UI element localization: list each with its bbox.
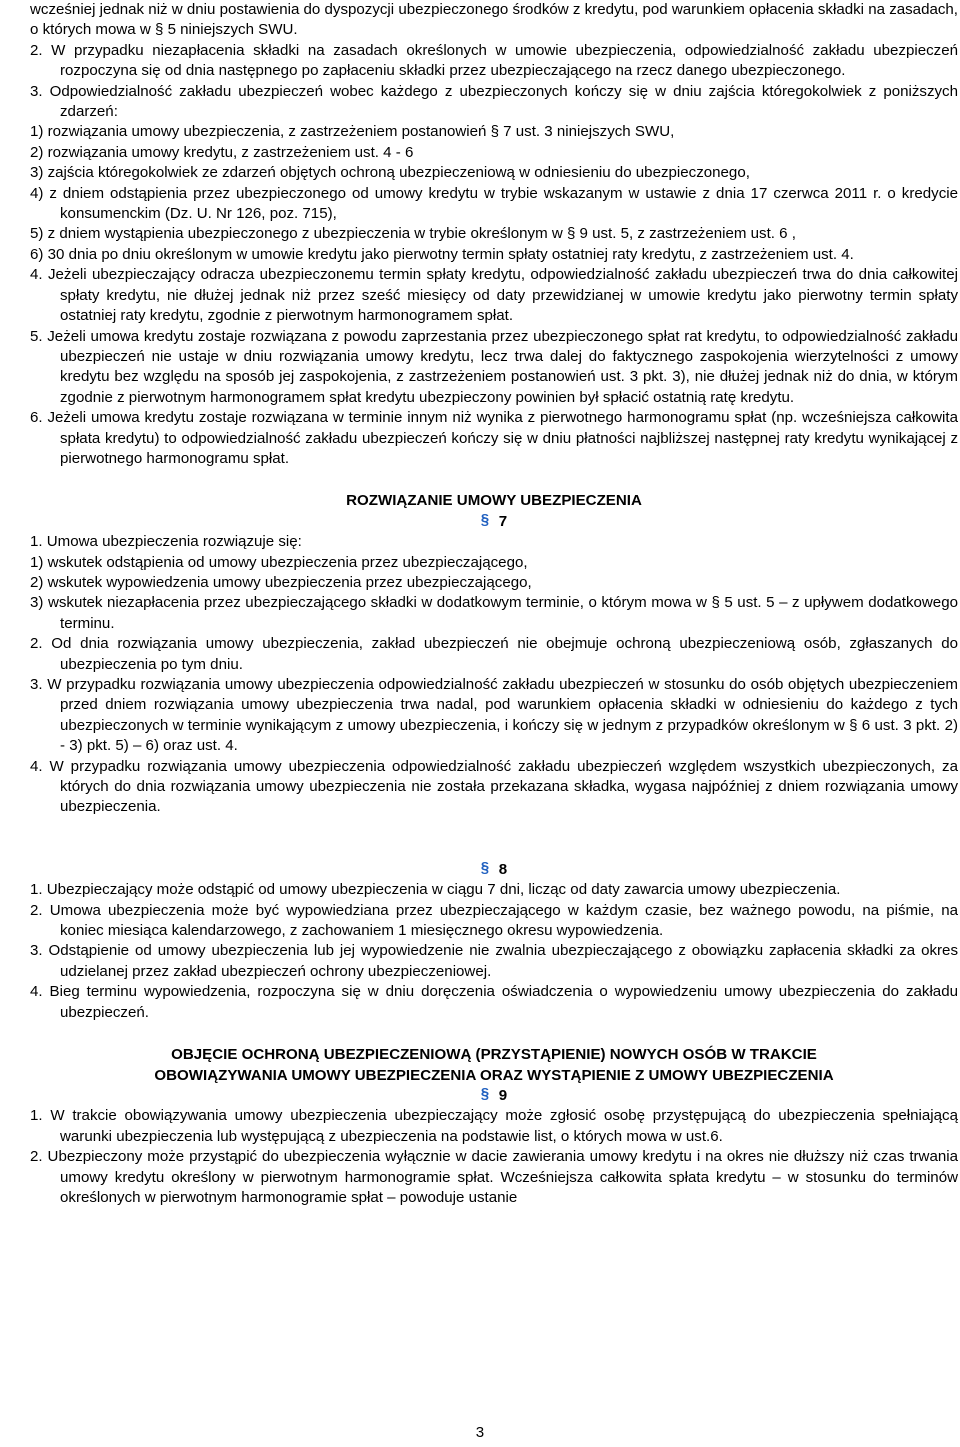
paragraph-2: 2. W przypadku niezapłacenia składki na zasadach określonych w umowie ubezpieczenia, odpowiedzialność zakładu ubezpieczeń rozpoczyna się od dnia następnego po zapłaceniu składki przez ubezpieczającego na rzecz danego ubezpieczonego. [30, 41, 958, 80]
section-7-paragraph-2: 2. Od dnia rozwiązania umowy ubezpieczenia, zakład ubezpieczeń nie obejmuje ochroną ubezpieczeniową osób, zgłaszanych do ubezpieczenia po tym dniu. [30, 635, 958, 673]
section-9-heading-line-1: OBJĘCIE OCHRONĄ UBEZPIECZENIOWĄ (PRZYSTĄPIENIE) NOWYCH OSÓB W TRAKCIE [171, 1046, 817, 1064]
list-item: 1) wskutek odstąpienia od umowy ubezpieczenia przez ubezpieczającego, [30, 553, 528, 571]
page-number: 3 [475, 1424, 485, 1441]
section-sign-icon [481, 861, 493, 876]
section-7-number: §7 [30, 512, 958, 532]
section-8-paragraph-3: 3. Odstąpienie od umowy ubezpieczenia lub jej wypowiedzenie nie zwalnia ubezpieczającego z obowiązku zapłacenia składki za okres udzielanej przez zakład ubezpieczeń ochrony ubezpieczeniowej. [30, 942, 958, 980]
section-7-paragraph-4: 4. W przypadku rozwiązania umowy ubezpieczenia odpowiedzialność zakładu ubezpieczeń względem wszystkich ubezpieczonych, za których do dnia rozwiązania umowy ubezpieczenia nie została przekazana składka, wygasa najpóźniej z dniem rozwiązania umowy ubezpieczenia. [30, 757, 958, 816]
list-item: 5) z dniem wystąpienia ubezpieczonego z ubezpieczenia w trybie określonym w § 9 ust. 5, z zastrzeżeniem ust. 6 , [30, 225, 796, 243]
paragraph-6: 6. Jeżeli umowa kredytu zostaje rozwiązana w terminie innym niż wynika z pierwotnego harmonogramu spłat (np. wcześniejsza całkowita spłata kredytu) to odpowiedzialność zakładu ubezpieczeń kończy się w dniu płatności najbliższej następnej raty kredytu wynikającej z pierwotnego harmonogramu spłat. [30, 409, 958, 467]
section-8-paragraph-4: 4. Bieg terminu wypowiedzenia, rozpoczyna się w dniu doręczenia oświadczenia o wypowiedzeniu umowy ubezpieczenia do zakładu ubezpieczeń. [30, 983, 958, 1021]
section-7-list [30, 553, 958, 635]
section-8-number: §8 [30, 860, 958, 880]
section-8-paragraph-1: 1. Ubezpieczający może odstąpić od umowy ubezpieczenia w ciągu 7 dni, licząc od daty zawarcia umowy ubezpieczenia. [30, 881, 841, 899]
list-item: 3) wskutek niezapłacenia przez ubezpieczającego składki w dodatkowym terminie, o którym mowa w § 5 ust. 5 – z upływem dodatkowego terminu. [30, 594, 958, 632]
spacer [30, 469, 958, 491]
paragraph-3: 3. Odpowiedzialność zakładu ubezpieczeń wobec każdego z ubezpieczonych kończy się w dniu zajścia któregokolwiek z poniższych zdarzeń: [30, 82, 958, 121]
section-7-paragraph-1: 1. Umowa ubezpieczenia rozwiązuje się: [30, 533, 302, 551]
list-item: 3) zajścia któregokolwiek ze zdarzeń objętych ochroną ubezpieczeniową w odniesieniu do ubezpieczonego, [30, 164, 750, 182]
section-9-paragraph-2: 2. Ubezpieczony może przystąpić do ubezpieczenia wyłącznie w dacie zawierania umowy kredytu i na okres nie dłuższy niż czas trwania umowy kredytu określony w pierwotnym harmonogramie spłat. Wcześniejsza całkowita spłata kredytu – w stosunku do terminów określonych w pierwotnym harmonogramie spłat – powoduje ustanie [30, 1148, 958, 1206]
paragraph-4: 4. Jeżeli ubezpieczający odracza ubezpieczonemu termin spłaty kredytu, odpowiedzialność zakładu ubezpieczeń trwa do dnia całkowitej spłaty kredytu, nie dłużej jednak niż przez sześć miesięcy od daty przewidzianej w umowie kredytu jako pierwotny termin spłaty ostatniej raty kredytu, zgodnie z pierwotnym harmonogramem spłat. [30, 266, 958, 325]
section-9-number: §9 [30, 1086, 958, 1106]
section-9-paragraph-1: 1. W trakcie obowiązywania umowy ubezpieczenia ubezpieczający może zgłosić osobę przystępującą do ubezpieczenia spełniającą warunki ubezpieczenia lub występującą z ubezpieczenia na podstawie list, o których mowa w ust.6. [30, 1107, 958, 1145]
list-item: 6) 30 dnia po dniu określonym w umowie kredytu jako pierwotny termin spłaty ostatniej raty kredytu, z zastrzeżeniem ust. 4. [30, 245, 854, 263]
section-9-heading-line-2: OBOWIĄZYWANIA UMOWY UBEZPIECZENIA ORAZ WYSTĄPIENIE Z UMOWY UBEZPIECZENIA [154, 1066, 834, 1084]
list-item: 2) wskutek wypowiedzenia umowy ubezpieczenia przez ubezpieczającego, [30, 573, 532, 591]
spacer [30, 818, 958, 840]
continuation-paragraph: wcześniej jednak niż w dniu postawienia do dyspozycji ubezpieczonego środków z kredytu, pod warunkiem opłacenia składki na zasadach, o których mowa w § 5 niniejszych SWU. [30, 1, 958, 39]
section-8-paragraph-2: 2. Umowa ubezpieczenia może być wypowiedziana przez ubezpieczającego w każdym czasie, bez ważnego powodu, na piśmie, na koniec miesiąca kalendarzowego, z zachowaniem 1 miesięcznego okresu wypowiedzenia. [30, 901, 958, 940]
paragraph-3-list [30, 122, 958, 265]
list-item: 2) rozwiązania umowy kredytu, z zastrzeżeniem ust. 4 - 6 [30, 143, 414, 161]
section-7-heading: ROZWIĄZANIE UMOWY UBEZPIECZENIA [346, 492, 642, 510]
section-sign-icon [481, 1087, 493, 1102]
section-7-paragraph-3: 3. W przypadku rozwiązania umowy ubezpieczenia odpowiedzialność zakładu ubezpieczeń w stosunku do osób objętych ubezpieczeniem przed dniem rozwiązania umowy ubezpieczenia trwa nadal, pod warunkiem opłacenia składki w odniesieniu do każdego z tych ubezpieczonych w terminie wynikającym z umowy ubezpieczenia, i kończy się w jednym z przypadków określonym w § 6 ust. 3 pkt. 2) - 3) pkt. 5) – 6) oraz ust. 4. [30, 676, 958, 755]
list-item: 4) z dniem odstąpienia przez ubezpieczonego od umowy kredytu w trybie wskazanym w ustawie z dnia 17 czerwca 2011 r. o kredycie konsumenckim (Dz. U. Nr 126, poz. 715), [30, 184, 958, 223]
document-body [30, 0, 958, 1208]
spacer [30, 840, 958, 860]
list-item: 1) rozwiązania umowy ubezpieczenia, z zastrzeżeniem postanowień § 7 ust. 3 niniejszych SWU, [30, 123, 675, 141]
spacer [30, 1023, 958, 1045]
section-sign-icon [481, 513, 493, 528]
paragraph-5: 5. Jeżeli umowa kredytu zostaje rozwiązana z powodu zaprzestania przez ubezpieczonego spłat rat kredytu, to odpowiedzialność zakładu ubezpieczeń nie ustaje w dniu rozwiązania umowy kredytu, lecz trwa dalej do faktycznego zaspokojenia wierzytelności z umowy kredytu bez względu na sposób jej zaspokojenia, z zastrzeżeniem postanowień ust. 3 pkt. 3), nie dłużej jednak niż do dnia, w którym zgodnie z pierwotnym harmonogramem spłat kredytu ubezpieczony powinien był spłacić ostatnią ratę kredytu. [30, 327, 958, 406]
